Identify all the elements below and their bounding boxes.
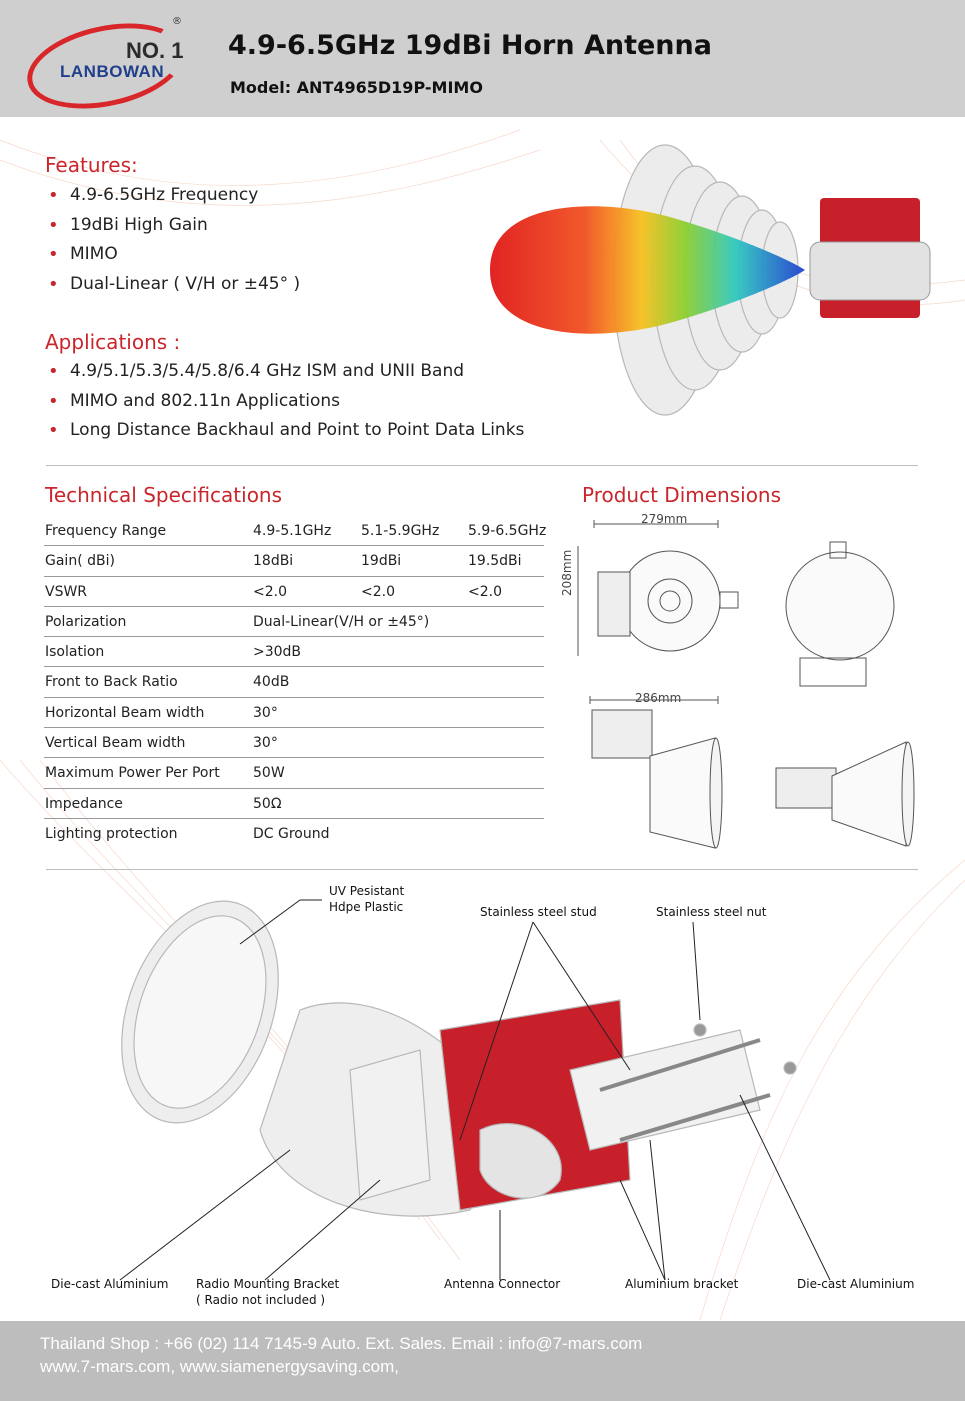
label-radio-bracket: Radio Mounting Bracket (196, 1277, 340, 1291)
table-row (44, 728, 544, 758)
spec-value: 19.5dBi (468, 553, 522, 570)
spec-label: Isolation (45, 644, 105, 661)
spec-value: 50W (253, 765, 285, 782)
features-list (46, 181, 300, 299)
spec-label: Front to Back Ratio (45, 674, 178, 691)
model-number: Model: ANT4965D19P-MIMO (230, 78, 483, 97)
exploded-view-illustration (0, 880, 965, 1300)
table-row (44, 698, 544, 728)
footer-websites: www.7-mars.com, www.siamenergysaving.com, (40, 1357, 399, 1376)
spec-label: Maximum Power Per Port (45, 765, 220, 782)
specs-heading: Technical Specifications (45, 483, 283, 507)
logo-brand-name: LANBOWAN (60, 62, 165, 81)
label-aluminium-bracket: Aluminium bracket (625, 1277, 739, 1291)
spec-value: 5.1-5.9GHz (361, 523, 440, 539)
table-row (44, 516, 547, 546)
table-row (44, 546, 544, 576)
spec-value: 50Ω (253, 795, 282, 812)
header-bar (0, 0, 965, 117)
dimension-width-bottom: 286mm (635, 691, 682, 705)
dimension-height: 208mm (560, 549, 574, 596)
footer-bar (0, 1321, 965, 1401)
antenna-hero-illustration (480, 140, 940, 440)
spec-value: >30dB (253, 644, 302, 661)
spec-label: Polarization (45, 613, 127, 630)
label-die-cast-right: Die-cast Aluminium (797, 1277, 915, 1291)
application-item: • 4.9/5.1/5.3/5.4/5.8/6.4 GHz ISM and UNII Band (46, 357, 524, 387)
footer-contact: Thailand Shop : +66 (02) 114 7145-9 Auto. Ext. Sales. Email : info@7-mars.com (40, 1334, 643, 1353)
spec-label: Horizontal Beam width (45, 704, 205, 721)
spec-label: Impedance (45, 795, 123, 812)
label-nut: Stainless steel nut (656, 905, 767, 919)
logo-number: NO. 1 (126, 38, 184, 63)
table-row (44, 607, 544, 637)
label-connector: Antenna Connector (444, 1277, 561, 1291)
spec-label: VSWR (45, 583, 88, 600)
spec-value: DC Ground (253, 825, 330, 842)
section-divider (46, 465, 918, 466)
spec-value: <2.0 (361, 583, 395, 600)
table-row (44, 667, 544, 697)
label-radio-note: ( Radio not included ) (196, 1293, 326, 1307)
spec-value: 4.9-5.1GHz (253, 523, 332, 539)
feature-item: • 19dBi High Gain (46, 211, 300, 241)
table-row (44, 789, 544, 819)
section-divider (46, 869, 918, 870)
label-hdpe: Hdpe Plastic (329, 900, 404, 914)
applications-heading: Applications : (45, 330, 181, 354)
table-row (44, 637, 544, 667)
spec-value: 19dBi (361, 553, 402, 570)
application-item: • MIMO and 802.11n Applications (46, 387, 524, 417)
feature-item: • Dual-Linear ( V/H or ±45° ) (46, 270, 300, 300)
specs-table (44, 516, 547, 848)
spec-label: Gain( dBi) (45, 553, 115, 570)
features-heading: Features: (45, 153, 138, 177)
label-die-cast-left: Die-cast Aluminium (51, 1277, 169, 1291)
feature-item: • MIMO (46, 240, 300, 270)
table-row (44, 819, 544, 848)
label-stud: Stainless steel stud (480, 905, 597, 919)
spec-value: 18dBi (253, 553, 294, 570)
feature-item: • 4.9-6.5GHz Frequency (46, 181, 300, 211)
registered-mark: ® (172, 16, 182, 27)
spec-value: 5.9-6.5GHz (468, 523, 547, 539)
spec-label: Lighting protection (45, 825, 178, 842)
dimension-width-top: 279mm (641, 512, 688, 526)
table-row (44, 758, 544, 788)
brand-logo (22, 16, 192, 106)
page-title: 4.9-6.5GHz 19dBi Horn Antenna (228, 30, 712, 61)
label-uv: UV Pesistant (329, 884, 405, 898)
table-row (44, 577, 544, 607)
spec-label: Frequency Range (45, 523, 167, 539)
spec-value: Dual-Linear(V/H or ±45°) (253, 613, 430, 630)
dimension-drawings (570, 520, 930, 850)
applications-list (46, 357, 524, 446)
spec-label: Vertical Beam width (45, 735, 186, 752)
spec-value: 30° (253, 704, 278, 721)
spec-value: <2.0 (253, 583, 287, 600)
application-item: • Long Distance Backhaul and Point to Point Data Links (46, 416, 524, 446)
spec-value: <2.0 (468, 583, 502, 600)
spec-value: 40dB (253, 674, 290, 691)
dimensions-heading: Product Dimensions (582, 483, 782, 507)
spec-value: 30° (253, 735, 278, 752)
